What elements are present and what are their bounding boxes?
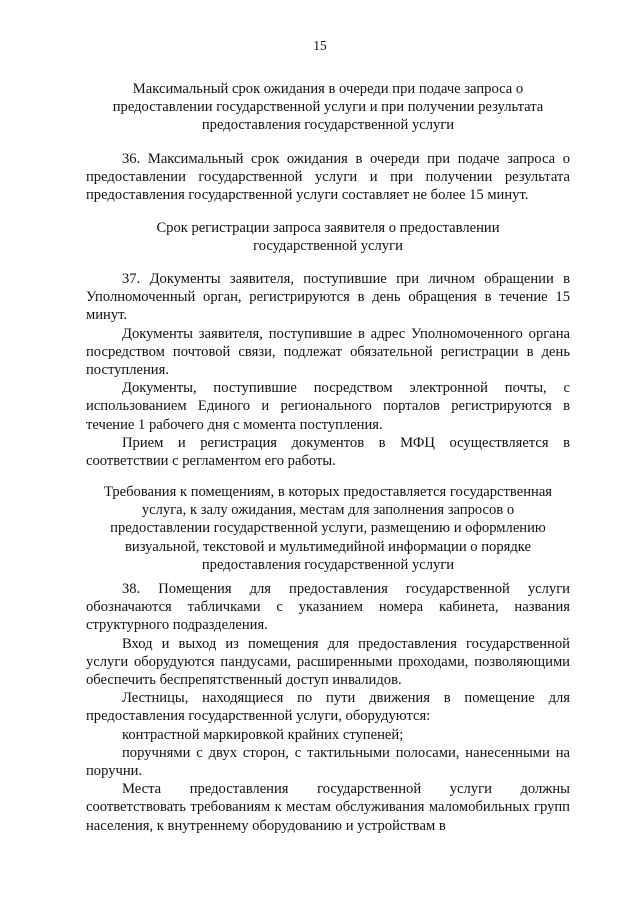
paragraph: 36. Максимальный срок ожидания в очереди при подаче запроса о предоставлении государственной услуги и при получении результата предоставления государственной услуги составляет не более 15 минут.: [86, 151, 570, 204]
paragraph: 37. Документы заявителя, поступившие при личном обращении в Уполномоченный орган, регистрируются в день обращения в течение 15 минут.: [86, 271, 570, 324]
heading-line: визуальной, текстовой и мультимедийной информации о порядке: [125, 538, 531, 555]
paragraph: Документы, поступившие посредством электронной почты, с использованием Единого и регионального порталов регистрируются в течение 1 рабочего дня с момента поступления.: [86, 380, 570, 433]
page-number: 15: [313, 38, 327, 53]
paragraph: Документы заявителя, поступившие в адрес Уполномоченного органа посредством почтовой связи, подлежат обязательной регистрации в день поступления.: [86, 325, 570, 379]
section-36: [86, 150, 570, 205]
heading-line: услуга, к залу ожидания, местам для заполнения запросов о: [141, 502, 515, 519]
section-heading: [86, 483, 570, 574]
section-heading: [86, 219, 570, 255]
heading-max-wait-time: [86, 80, 570, 135]
heading-line: Максимальный срок ожидания в очереди при подаче запроса о: [132, 81, 524, 97]
paragraph: контрастной маркировкой крайних ступеней;: [122, 726, 404, 743]
heading-line: предоставлении государственной услуги, размещению и оформлению: [110, 520, 546, 537]
heading-line: предоставления государственной услуги: [201, 117, 455, 134]
section-heading: [86, 80, 570, 135]
paragraph: 38. Помещения для предоставления государственной услуги обозначаются табличками с указанием номера кабинета, названия структурного подразделения.: [86, 581, 570, 634]
paragraph: Лестницы, находящиеся по пути движения в помещение для предоставления государственной услуги, оборудуются:: [86, 690, 570, 725]
paragraph: Вход и выход из помещения для предоставления государственной услуги оборудуются пандусами, расширенными проходами, позволяющими обеспечить беспрепятственный доступ инвалидов.: [86, 635, 570, 689]
section-37: [86, 270, 570, 470]
paragraph: Места предоставления государственной услуги должны соответствовать требованиям к местам обслуживания маломобильных групп населения, к внутреннему оборудованию и устройствам в: [86, 781, 570, 834]
heading-line: Требования к помещениям, в которых предоставляется государственная: [103, 484, 553, 500]
heading-premises-requirements: [86, 483, 570, 574]
heading-line: Срок регистрации запроса заявителя о предоставлении: [156, 220, 500, 236]
section-38: [86, 580, 570, 835]
heading-line: предоставления государственной услуги: [201, 556, 455, 573]
heading-line: предоставлении государственной услуги и при получении результата: [112, 99, 544, 116]
paragraph: Прием и регистрация документов в МФЦ осуществляется в соответствии с регламентом его работы.: [86, 434, 570, 470]
paragraph: поручнями с двух сторон, с тактильными полосами, нанесенными на поручни.: [86, 744, 570, 780]
heading-line: государственной услуги: [253, 238, 403, 255]
heading-registration-time: [86, 219, 570, 255]
